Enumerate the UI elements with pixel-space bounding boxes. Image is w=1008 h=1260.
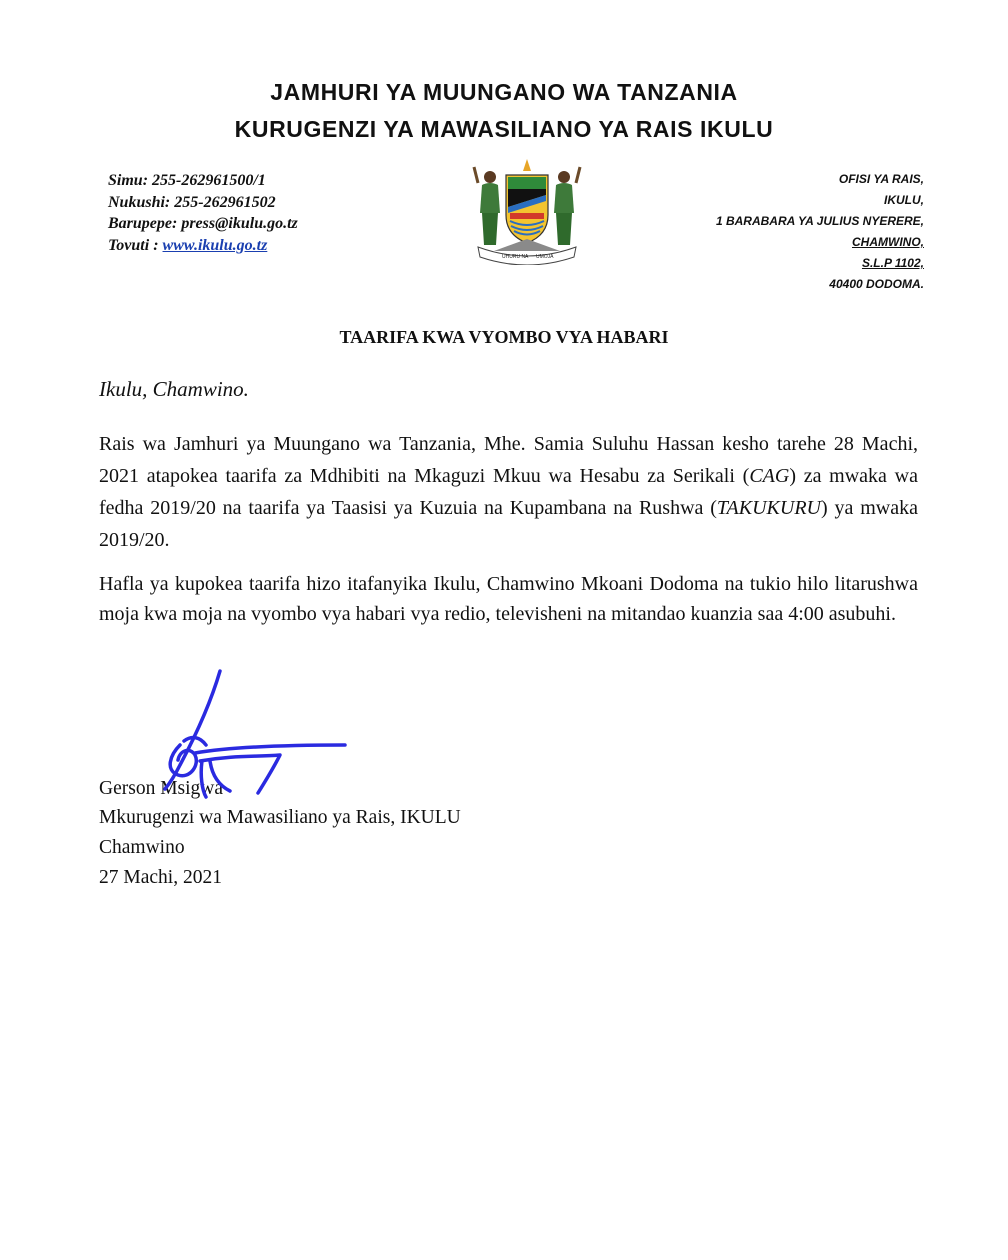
motto-left: UHURU NA <box>502 254 529 260</box>
paragraph-2: Hafla ya kupokea taarifa hizo itafanyika Ikulu, Chamwino Mkoani Dodoma na tukio hilo litarushwa moja kwa moja na vyombo vya habari vya redio, televisheni na mitandao kuanzia saa 4:00 asubuhi. <box>99 573 918 625</box>
address-block <box>716 169 924 295</box>
address-line5: S.L.P 1102, <box>861 256 924 270</box>
address-line1: OFISI YA RAIS, <box>838 172 924 186</box>
para1-text-2: ) za mwaka wa fedha 2019/20 na taarifa ya Taasisi ya Kuzuia na Kupambana na Rushwa ( <box>99 465 918 519</box>
paragraph-1 <box>99 428 918 556</box>
signatory-title: Mkurugenzi wa Mawasiliano ya Rais, IKULU <box>99 807 461 828</box>
header-title-line1: JAMHURI YA MUUNGANO WA TANZANIA <box>270 79 738 105</box>
header-title-line2: KURUGENZI YA MAWASILIANO YA RAIS IKULU <box>234 116 774 142</box>
contact-block <box>108 170 298 256</box>
motto-right: UMOJA <box>536 254 554 260</box>
para1-text-3: ) ya mwaka 2019/20. <box>99 497 918 551</box>
address-line6: 40400 DODOMA. <box>829 277 924 291</box>
mountain-icon <box>494 239 560 251</box>
contact-fax: Nukushi: 255-262961502 <box>108 193 276 211</box>
para1-cag: CAG <box>749 465 790 487</box>
signatory-date: 27 Machi, 2021 <box>99 867 222 888</box>
signatory-place: Chamwino <box>99 837 185 858</box>
document-place: Ikulu, Chamwino. <box>99 377 249 401</box>
address-line3: 1 BARABARA YA JULIUS NYERERE, <box>715 214 924 228</box>
contact-email: Barupepe: press@ikulu.go.tz <box>108 215 298 232</box>
signatory-name: Gerson Msigwa <box>99 778 224 799</box>
coat-of-arms-emblem <box>470 155 584 265</box>
para1-takukuru: TAKUKURU <box>716 497 822 519</box>
address-line4: CHAMWINO, <box>852 235 924 249</box>
shield-icon <box>506 175 548 243</box>
contact-website <box>108 235 298 257</box>
website-link[interactable]: www.ikulu.go.tz <box>162 236 268 254</box>
right-figure-icon <box>554 167 580 245</box>
website-label: Tovuti : <box>108 236 163 254</box>
left-figure-icon <box>474 167 500 245</box>
handwritten-signature <box>140 665 360 805</box>
torch-icon <box>523 159 531 171</box>
document-title: TAARIFA KWA VYOMBO VYA HABARI <box>339 327 669 347</box>
contact-phone: Simu: 255-262961500/1 <box>108 172 266 189</box>
address-line2: IKULU, <box>884 193 924 207</box>
para1-text-1: Rais wa Jamhuri ya Muungano wa Tanzania, Mhe. Samia Suluhu Hassan kesho tarehe 28 Machi, 2021 atapokea taarifa za Mdhibiti na Mkaguzi Mkuu wa Hesabu za Serikali ( <box>99 433 918 487</box>
